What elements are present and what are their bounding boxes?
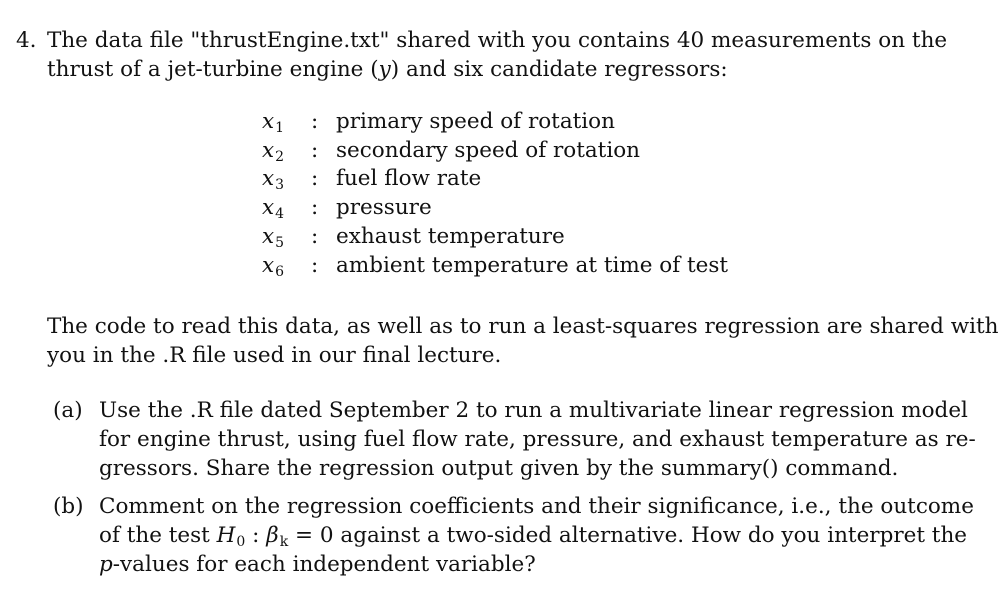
regressor-colon: : [311,253,319,278]
intro-text-b: ) and six candidate regressors: [390,57,728,82]
hypothesis-h: H [216,523,236,548]
regressor-row-3 [0,164,1001,193]
regressor-description: pressure [336,195,432,220]
part-b-label: (b) [53,494,84,519]
regressor-colon: : [311,166,319,191]
regressor-colon: : [311,109,319,134]
regressor-symbol: x2 [262,138,285,165]
beta-symbol: β [266,523,279,548]
part-a-line-2: for engine thrust, using fuel flow rate, pressure, and exhaust temperature as re- [99,427,976,452]
regressor-symbol: x6 [262,253,285,280]
regressor-colon: : [311,224,319,249]
part-b-line-2: of the test H0 : βk = 0 against a two-sided alternative. How do you interpret the [99,523,968,550]
problem-number: 4. [16,28,37,53]
regressor-description: ambient temperature at time of test [336,253,729,278]
part-b-line-3: p-values for each independent variable? [99,552,536,577]
part-b-line-1: Comment on the regression coefficients and their significance, i.e., the outcome [99,494,974,519]
part-a-line-3: gressors. Share the regression output given by the summary() command. [99,456,899,481]
regressor-row-6 [0,251,1001,280]
code-note-line-2: you in the .R file used in our final lecture. [47,343,502,368]
regressor-description: fuel flow rate [336,166,482,191]
regressor-row-4 [0,193,1001,222]
intro-text-a: thrust of a jet-turbine engine ( [47,57,379,82]
regressor-symbol: x4 [262,195,285,222]
problem-intro-line-2 [47,55,728,84]
regressor-symbol: x3 [262,166,285,193]
regressor-description: exhaust temperature [336,224,565,249]
code-note-line-1: The code to read this data, as well as to run a least-squares regression are shared with [47,314,999,339]
regressor-row-5 [0,222,1001,251]
part-a-line-1: Use the .R file dated September 2 to run a multivariate linear regression model [99,398,968,423]
regressor-colon: : [311,195,319,220]
p-symbol: p [99,552,113,577]
regressor-description: primary speed of rotation [336,109,615,134]
regressor-symbol: x5 [262,224,285,251]
regressor-colon: : [311,138,319,163]
response-variable-y: y [378,57,391,82]
problem-intro-line-1: The data file "thrustEngine.txt" shared with you contains 40 measurements on the [47,28,948,53]
regressor-row-1 [0,107,1001,136]
regressor-description: secondary speed of rotation [336,138,640,163]
part-a-label: (a) [53,398,83,423]
regressor-row-2 [0,136,1001,165]
regressor-symbol: x1 [262,109,285,136]
